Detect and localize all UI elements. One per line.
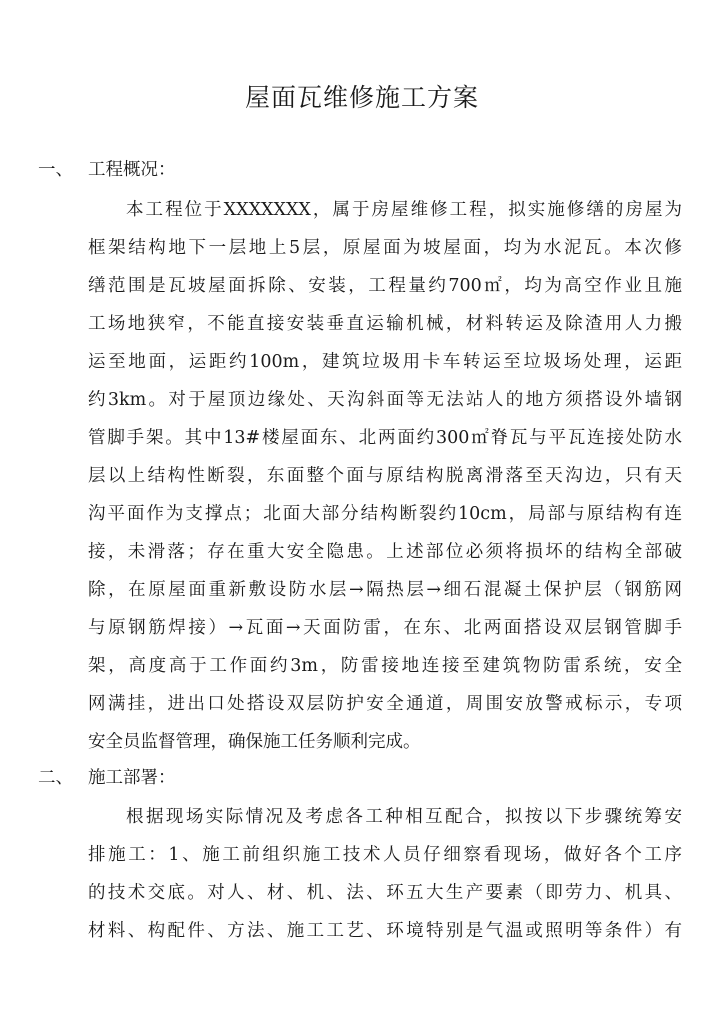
paragraph-line: 网满挂，进出口处搭设双层防护安全通道，周围安放警戒标示，专项	[88, 694, 682, 714]
paragraph-line: 管脚手架。其中13#楼屋面东、北两面约300㎡脊瓦与平瓦连接处防水	[88, 428, 682, 448]
paragraph-line: 安全员监督管理，确保施工任务顺利完成。	[88, 732, 421, 752]
paragraph-line: 运至地面，运距约100m，建筑垃圾用卡车转运至垃圾场处理，运距	[88, 352, 682, 372]
paragraph-line: 材料、构配件、方法、施工工艺、环境特别是气温或照明等条件）有	[88, 921, 682, 941]
section-number: 二、	[38, 768, 73, 788]
paragraph-line: 层以上结构性断裂，东面整个面与原结构脱离滑落至天沟边，只有天	[88, 466, 682, 486]
section-paragraph-overview	[88, 191, 682, 761]
document-title: 屋面瓦维修施工方案	[244, 83, 479, 112]
paragraph-line: 约3km。对于屋顶边缘处、天沟斜面等无法站人的地方须搭设外墙钢	[88, 390, 682, 410]
paragraph-line: 与原钢筋焊接）→瓦面→天面防雷，在东、北两面搭设双层钢管脚手	[88, 618, 682, 638]
section-heading-deployment	[38, 764, 176, 789]
section-paragraph-deployment	[88, 798, 682, 950]
paragraph-line: 根据现场实际情况及考虑各工种相互配合，拟按以下步骤统筹安	[126, 807, 682, 827]
paragraph-line: 工场地狭窄，不能直接安装垂直运输机械，材料转运及除渣用人力搬	[88, 314, 682, 334]
section-number: 一、	[38, 160, 73, 180]
section-heading-text: 工程概况：	[88, 160, 176, 180]
paragraph-line: 框架结构地下一层地上5层，原屋面为坡屋面，均为水泥瓦。本次修	[88, 238, 682, 258]
paragraph-line: 排施工：1、施工前组织施工技术人员仔细察看现场，做好各个工序	[88, 845, 682, 865]
paragraph-line: 缮范围是瓦坡屋面拆除、安装，工程量约700㎡，均为高空作业且施	[88, 276, 682, 296]
paragraph-line: 沟平面作为支撑点；北面大部分结构断裂约10cm，局部与原结构有连	[88, 504, 682, 524]
section-heading-text: 施工部署：	[88, 768, 176, 788]
paragraph-line: 的技术交底。对人、材、机、法、环五大生产要素（即劳力、机具、	[88, 883, 682, 903]
paragraph-line: 架，高度高于工作面约3m，防雷接地连接至建筑物防雷系统，安全	[88, 656, 682, 676]
section-heading-overview	[38, 156, 176, 181]
paragraph-line: 本工程位于XXXXXXX，属于房屋维修工程，拟实施修缮的房屋为	[126, 200, 682, 220]
paragraph-line: 除，在原屋面重新敷设防水层→隔热层→细石混凝土保护层（钢筋网	[88, 580, 682, 600]
paragraph-line: 接，未滑落；存在重大安全隐患。上述部位必须将损坏的结构全部破	[88, 542, 682, 562]
